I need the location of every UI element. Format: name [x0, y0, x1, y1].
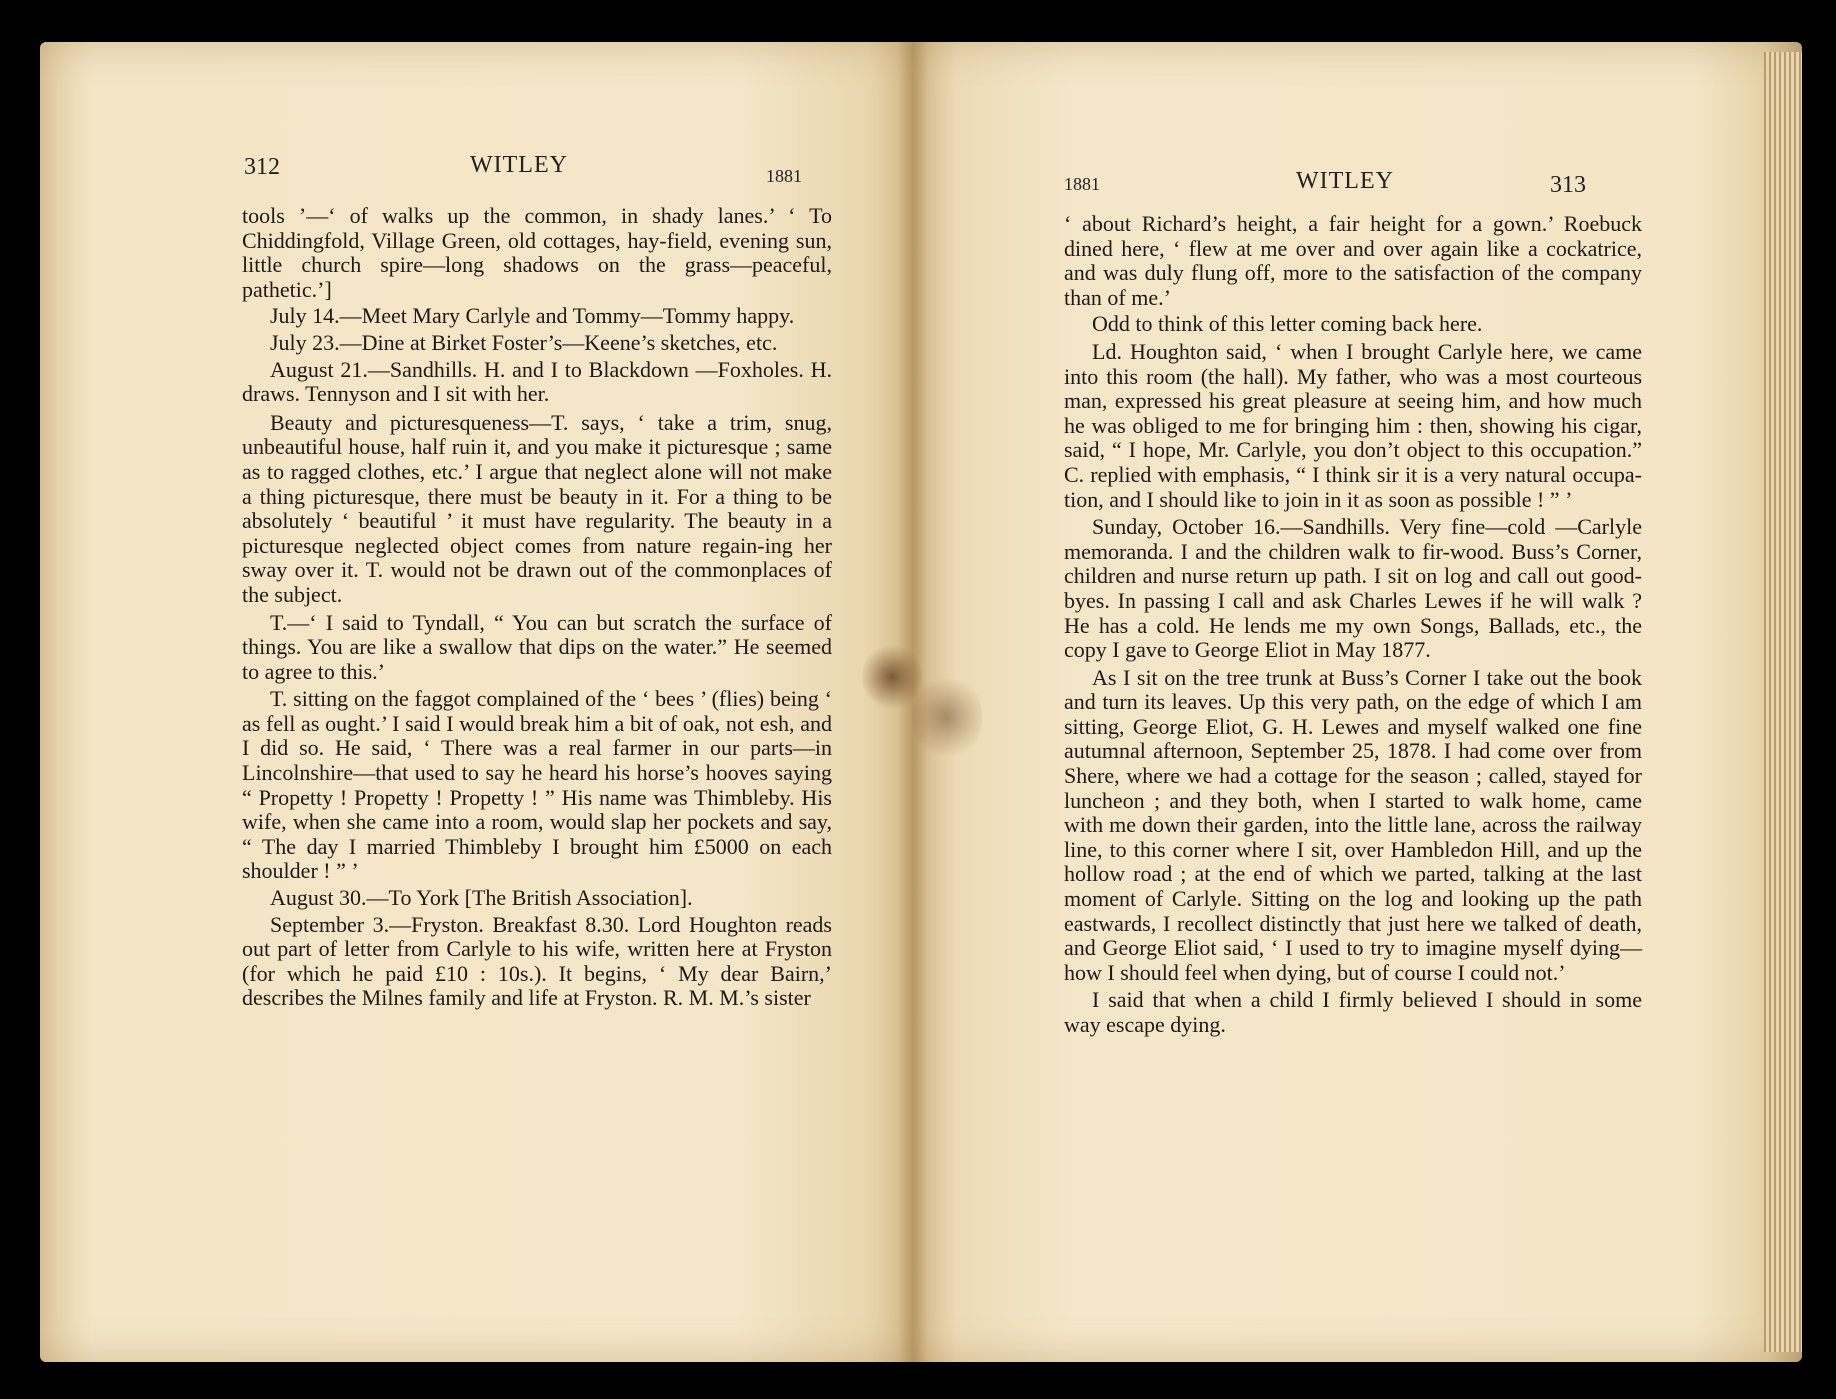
right-running-title: WITLEY	[1296, 168, 1394, 194]
open-book	[40, 42, 1802, 1362]
left-paragraph-4: August 21.—Sandhills. H. and I to Blackdown —Foxholes. H. draws. Tennyson and I sit with her.	[242, 356, 832, 407]
left-page	[40, 42, 912, 1362]
left-paragraph-5: Beauty and picturesqueness—T. says, ‘ take a trim, snug, unbeautiful house, half ruin it, and you make it picturesque ; same as to ragged clothes, etc.’ I argue that neglect alone will not make a thing picturesque, there must be beauty in it. For a thing to be absolutely ‘ beautiful ’ it must have regularity. The beauty in a picturesque neglected object comes from nature regain-ing her sway over it. T. would not be drawn out of the commonplaces of the subject.	[242, 409, 832, 607]
right-paragraph-3: Ld. Houghton said, ‘ when I brought Carlyle here, we came into this room (the hall). My father, who was a most courteous man, expressed his great pleasure at seeing him, and how much he was obliged to me for bringing him : then, showing his cigar, said, “ I hope, Mr. Carlyle, you don’t object to this occupation.” C. replied with emphasis, “ I think sir it is a very natural occupa-tion, and I should like to join in it as soon as possible ! ” ’	[1064, 338, 1642, 512]
left-paragraph-3: July 23.—Dine at Birket Foster’s—Keene’s sketches, etc.	[270, 329, 778, 355]
left-paragraph-1: tools ’—‘ of walks up the common, in shady lanes.’ ‘ To Chiddingfold, Village Green, old cottages, hay-field, evening sun, little church spire—long shadows on the grass—peaceful, pathetic.’]	[242, 203, 832, 302]
left-page-body	[242, 204, 832, 1011]
gutter-stain	[912, 672, 982, 762]
left-paragraph-9: September 3.—Fryston. Breakfast 8.30. Lord Houghton reads out part of letter from Carlyle to his wife, written here at Fryston (for which he paid £10 : 10s.). It begins, ‘ My dear Bairn,’ describes the Milnes family and life at Fryston. R. M. M.’s sister	[242, 911, 832, 1011]
right-page-number: 313	[1550, 172, 1586, 198]
right-paragraph-1: ‘ about Richard’s height, a fair height for a gown.’ Roebuck dined here, ‘ flew at me over and over again like a cockatrice, and was duly flung off, more to the satisfaction of the company than of me.’	[1064, 211, 1642, 310]
right-page-body	[1064, 212, 1642, 1038]
left-paragraph-7: T. sitting on the faggot complained of the ‘ bees ’ (flies) being ‘ as fell as ought.’ I said I would break him a bit of oak, not esh, and I did so. He said, ‘ There was a real farmer in our parts—in Lincolnshire—that used to say he heard his horse’s hooves saying “ Propetty ! Propetty ! Propetty ! ” His name was Thimbleby. His wife, when she came into a room, would slap her pockets and say, “ The day I married Thimbleby I brought him £5000 on each shoulder ! ” ’	[242, 686, 832, 884]
left-page-number: 312	[244, 154, 280, 180]
right-year: 1881	[1064, 174, 1100, 194]
right-paragraph-5: As I sit on the tree trunk at Buss’s Corner I take out the book and turn its leaves. Up this very path, on the edge of which I am sitting, George Eliot, G. H. Lewes and myself walked one fine autumnal afternoon, September 25, 1878. I had come over from Shere, where we had a cottage for the season ; called, stayed for luncheon ; and they both, when I started to walk home, came with me down their garden, into the little lane, across the railway line, to this corner where I sit, over Hambledon Hill, and up the hollow road ; at the end of which we parted, talking at the last moment of Carlyle. Sitting on the log and looking up the path eastwards, I recollect distinctly that just here we talked of death, and George Eliot said, ‘ I used to try to imagine myself dying—how I should feel when dying, but of course I could not.’	[1064, 664, 1642, 985]
left-paragraph-8: August 30.—To York [The British Association].	[270, 885, 693, 911]
right-paragraph-4: Sunday, October 16.—Sandhills. Very fine—cold —Carlyle memoranda. I and the children walk to fir-wood. Buss’s Corner, children and nurse return up path. I sit on log and call out good-byes. In passing I call and ask Charles Lewes if he will walk ? He has a cold. He lends me my own Songs, Ballads, etc., the copy I gave to George Eliot in May 1877.	[1064, 514, 1642, 663]
right-paragraph-2: Odd to think of this letter coming back here.	[1092, 311, 1483, 337]
left-paragraph-2: July 14.—Meet Mary Carlyle and Tommy—Tommy happy.	[270, 303, 795, 329]
left-paragraph-6: T.—‘ I said to Tyndall, “ You can but scratch the surface of things. You are like a swallow that dips on the water.” He seemed to agree to this.’	[242, 609, 832, 684]
page-edges	[1764, 52, 1802, 1352]
right-page	[912, 42, 1802, 1362]
left-running-title: WITLEY	[470, 152, 568, 178]
left-year: 1881	[766, 166, 802, 186]
right-paragraph-6: I said that when a child I firmly believed I should in some way escape dying.	[1064, 987, 1642, 1037]
